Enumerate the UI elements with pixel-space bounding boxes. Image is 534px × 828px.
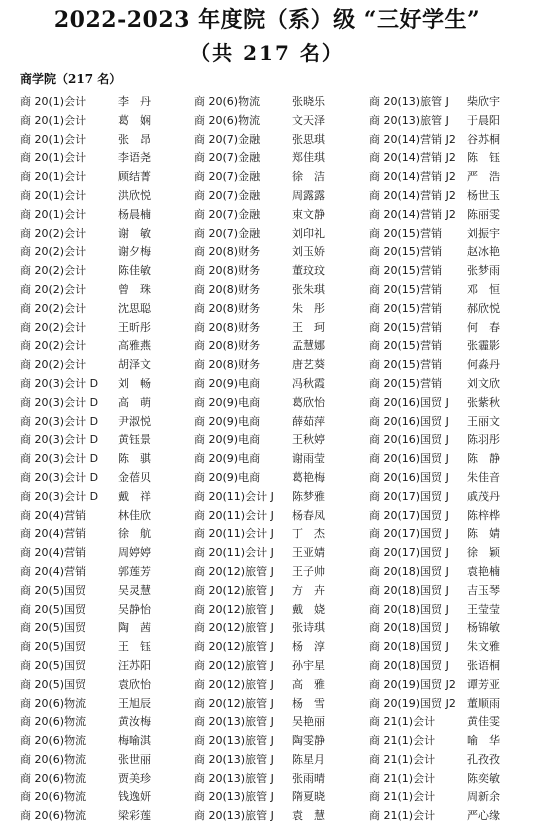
list-row <box>0 131 534 150</box>
student-name: 刘玉娇 <box>292 245 325 259</box>
student-name: 张紫秋 <box>467 395 500 409</box>
list-row <box>0 225 534 244</box>
student-name: 隋夏晓 <box>292 790 325 804</box>
class-name: 商 20(12)旅管 J <box>194 602 274 616</box>
class-name: 商 20(16)国贸 J <box>369 395 449 409</box>
student-name: 胡泽文 <box>118 358 151 372</box>
class-name: 商 20(7)金融 <box>194 132 261 146</box>
student-name: 陶雯静 <box>292 734 325 748</box>
student-name: 王昕彤 <box>118 320 151 334</box>
student-name: 赵冰艳 <box>467 245 500 259</box>
student-name: 王 珂 <box>292 320 325 334</box>
document-subtitle: （共 217 名） <box>190 41 344 65</box>
class-name: 商 20(7)金融 <box>194 188 261 202</box>
student-name: 张 昂 <box>118 132 151 146</box>
class-name: 商 20(1)会计 <box>20 95 87 108</box>
class-name: 商 21(1)会计 <box>369 771 436 785</box>
student-name: 李语尧 <box>118 151 151 165</box>
class-name: 商 20(3)会计 D <box>20 489 99 503</box>
student-name: 戚茂丹 <box>467 489 500 503</box>
class-name: 商 20(1)会计 <box>20 188 87 202</box>
student-name: 黄佳雯 <box>467 715 500 729</box>
student-name: 薛茹萍 <box>292 414 325 428</box>
student-name: 周婷婷 <box>118 546 151 560</box>
list-row <box>0 751 534 770</box>
list-row <box>0 676 534 695</box>
student-name: 陈梦雅 <box>292 489 325 503</box>
class-name: 商 20(2)会计 <box>20 320 87 334</box>
student-name: 孟慧娜 <box>292 339 325 353</box>
list-row <box>0 619 534 638</box>
student-name: 严 浩 <box>467 170 500 184</box>
student-name: 董顺雨 <box>467 696 500 710</box>
student-name: 张语桐 <box>467 658 500 672</box>
class-name: 商 20(2)会计 <box>20 264 87 278</box>
student-name: 杨世玉 <box>467 188 500 202</box>
class-name: 商 20(18)国贸 J <box>369 658 449 672</box>
class-name: 商 20(16)国贸 J <box>369 470 449 484</box>
class-name: 商 20(11)会计 J <box>194 489 274 503</box>
class-name: 商 20(8)财务 <box>194 320 261 334</box>
student-name: 张雨晴 <box>292 771 325 785</box>
student-name: 梅喻淇 <box>118 734 151 748</box>
class-name: 商 20(7)金融 <box>194 170 261 184</box>
class-name: 商 21(1)会计 <box>369 790 436 804</box>
class-name: 商 21(1)会计 <box>369 734 436 748</box>
student-name: 朱文雅 <box>467 640 500 654</box>
student-name: 陈佳敏 <box>118 264 151 278</box>
class-name: 商 20(12)旅管 J <box>194 564 274 578</box>
student-name: 陈星月 <box>292 752 325 766</box>
student-name: 谭芳亚 <box>467 677 500 691</box>
list-row <box>0 525 534 544</box>
class-name: 商 20(3)会计 D <box>20 470 99 484</box>
class-name: 商 20(2)会计 <box>20 226 87 240</box>
class-name: 商 20(3)会计 D <box>20 414 99 428</box>
class-name: 商 20(15)营销 <box>369 282 443 296</box>
document-title: 2022-2023 年度院（系）级 “三好学生” <box>53 7 481 33</box>
class-name: 商 20(19)国贸 J2 <box>369 677 456 691</box>
list-row <box>0 356 534 375</box>
student-name: 吴灵慧 <box>118 583 151 597</box>
student-name: 王丽文 <box>467 414 500 428</box>
class-name: 商 20(11)会计 J <box>194 508 274 522</box>
student-name: 何 春 <box>467 320 500 334</box>
student-name: 曾 珠 <box>118 282 151 296</box>
class-name: 商 20(19)国贸 J2 <box>369 696 456 710</box>
class-name: 商 20(2)会计 <box>20 339 87 353</box>
student-name: 谢 敏 <box>118 226 151 240</box>
list-row <box>0 507 534 526</box>
student-name: 黄汝梅 <box>118 715 151 729</box>
list-row <box>0 431 534 450</box>
student-name: 高 雅 <box>292 677 325 691</box>
list-row <box>0 187 534 206</box>
class-name: 商 20(5)国贸 <box>20 640 87 654</box>
class-name: 商 20(6)物流 <box>20 809 87 823</box>
class-name: 商 20(6)物流 <box>20 790 87 804</box>
student-name: 徐 洁 <box>292 170 325 184</box>
student-name: 袁 慧 <box>292 809 325 823</box>
student-name: 张诗琪 <box>292 621 325 635</box>
student-name: 陈 骐 <box>118 452 151 466</box>
student-name: 陈奕敏 <box>467 771 500 785</box>
student-name: 戴 娆 <box>292 602 325 616</box>
student-name: 葛艳梅 <box>292 470 325 484</box>
class-name: 商 20(12)旅管 J <box>194 583 274 597</box>
class-name: 商 20(13)旅管 J <box>194 790 274 804</box>
class-name: 商 20(13)旅管 J <box>194 715 274 729</box>
class-name: 商 20(8)财务 <box>194 301 261 315</box>
class-name: 商 20(9)电商 <box>194 395 261 409</box>
class-name: 商 20(7)金融 <box>194 207 261 221</box>
student-name: 丁 杰 <box>292 527 325 541</box>
student-name: 董玟玟 <box>292 264 325 278</box>
student-name: 刘文欣 <box>467 376 500 390</box>
class-name: 商 20(16)国贸 J <box>369 414 449 428</box>
student-name: 林佳欣 <box>118 508 151 522</box>
class-name: 商 20(4)营销 <box>20 546 87 560</box>
student-name: 陈羽彤 <box>467 433 500 447</box>
class-name: 商 20(15)营销 <box>369 264 443 278</box>
list-row <box>0 807 534 826</box>
student-name: 黄钰景 <box>118 433 151 447</box>
student-name: 张霾影 <box>467 339 500 353</box>
class-name: 商 20(3)会计 D <box>20 452 99 466</box>
class-name: 商 20(9)电商 <box>194 452 261 466</box>
class-name: 商 20(3)会计 D <box>20 395 99 409</box>
student-list <box>0 93 534 826</box>
student-name: 梁彩莲 <box>118 809 151 823</box>
list-row <box>0 149 534 168</box>
student-name: 顾结菁 <box>118 170 151 184</box>
class-name: 商 20(18)国贸 J <box>369 583 449 597</box>
class-name: 商 20(15)营销 <box>369 301 443 315</box>
list-row <box>0 657 534 676</box>
student-name: 杨 雪 <box>292 696 325 710</box>
class-name: 商 20(5)国贸 <box>20 602 87 616</box>
student-name: 朱佳音 <box>467 470 500 484</box>
class-name: 商 20(18)国贸 J <box>369 602 449 616</box>
class-name: 商 20(16)国贸 J <box>369 452 449 466</box>
class-name: 商 20(6)物流 <box>20 771 87 785</box>
class-name: 商 21(1)会计 <box>369 715 436 729</box>
class-name: 商 20(1)会计 <box>20 170 87 184</box>
class-name: 商 20(1)会计 <box>20 113 87 127</box>
class-name: 商 20(18)国贸 J <box>369 640 449 654</box>
student-name: 张朱琪 <box>292 282 325 296</box>
class-name: 商 21(1)会计 <box>369 809 436 823</box>
class-name: 商 20(6)物流 <box>194 95 261 108</box>
student-name: 陈 婧 <box>467 527 500 541</box>
class-name: 商 20(13)旅管 J <box>194 771 274 785</box>
student-name: 冯秋霞 <box>292 376 325 390</box>
list-row <box>0 563 534 582</box>
student-name: 陈 钰 <box>467 151 500 165</box>
class-name: 商 20(15)营销 <box>369 339 443 353</box>
student-name: 陈梓桦 <box>467 508 500 522</box>
student-name: 葛欣怡 <box>292 395 325 409</box>
class-name: 商 20(12)旅管 J <box>194 621 274 635</box>
class-name: 商 20(1)会计 <box>20 207 87 221</box>
student-name: 张思琪 <box>292 132 325 146</box>
class-name: 商 20(6)物流 <box>20 752 87 766</box>
class-name: 商 20(5)国贸 <box>20 677 87 691</box>
list-row <box>0 713 534 732</box>
class-name: 商 20(8)财务 <box>194 264 261 278</box>
student-name: 刘 畅 <box>118 376 151 390</box>
student-name: 袁艳楠 <box>467 564 500 578</box>
student-name: 张晓乐 <box>292 95 325 108</box>
class-name: 商 20(6)物流 <box>194 113 261 127</box>
list-row <box>0 375 534 394</box>
student-name: 张世丽 <box>118 752 151 766</box>
section-heading: 商学院（217 名） <box>20 72 122 86</box>
student-name: 周露露 <box>292 188 325 202</box>
class-name: 商 20(6)物流 <box>20 696 87 710</box>
class-name: 商 20(17)国贸 J <box>369 508 449 522</box>
list-row <box>0 469 534 488</box>
list-row <box>0 262 534 281</box>
student-name: 钱逸妍 <box>118 790 151 804</box>
class-name: 商 20(17)国贸 J <box>369 527 449 541</box>
class-name: 商 20(13)旅管 J <box>194 734 274 748</box>
class-name: 商 20(17)国贸 J <box>369 546 449 560</box>
list-row <box>0 168 534 187</box>
class-name: 商 20(11)会计 J <box>194 546 274 560</box>
list-row <box>0 582 534 601</box>
list-row <box>0 488 534 507</box>
list-row <box>0 601 534 620</box>
class-name: 商 20(7)金融 <box>194 151 261 165</box>
student-name: 陈 静 <box>467 452 500 466</box>
student-name: 严心缘 <box>467 809 500 823</box>
list-row <box>0 281 534 300</box>
class-name: 商 20(8)财务 <box>194 358 261 372</box>
list-row <box>0 394 534 413</box>
student-name: 何淼丹 <box>467 358 500 372</box>
list-row <box>0 770 534 789</box>
class-name: 商 20(12)旅管 J <box>194 696 274 710</box>
student-name: 吴艳丽 <box>292 715 325 729</box>
class-name: 商 20(9)电商 <box>194 470 261 484</box>
class-name: 商 21(1)会计 <box>369 752 436 766</box>
student-name: 杨锦敏 <box>467 621 500 635</box>
class-name: 商 20(12)旅管 J <box>194 677 274 691</box>
class-name: 商 20(14)营销 J2 <box>369 188 456 202</box>
student-name: 谢雨莹 <box>292 452 325 466</box>
list-row <box>0 450 534 469</box>
student-name: 谢夕梅 <box>118 245 151 259</box>
student-name: 周新余 <box>467 790 500 804</box>
student-name: 王亚婧 <box>292 546 325 560</box>
class-name: 商 20(5)国贸 <box>20 583 87 597</box>
student-name: 袁欣怡 <box>118 677 151 691</box>
student-name: 吴静怡 <box>118 602 151 616</box>
student-name: 文天泽 <box>292 113 325 127</box>
student-name: 徐 航 <box>118 527 151 541</box>
list-row <box>0 243 534 262</box>
student-name: 朱 彤 <box>292 301 325 315</box>
student-name: 杨 淳 <box>292 640 325 654</box>
student-name: 吉玉琴 <box>467 583 500 597</box>
class-name: 商 20(9)电商 <box>194 433 261 447</box>
list-row <box>0 112 534 131</box>
student-name: 孔孜孜 <box>467 752 500 766</box>
student-name: 王秋婷 <box>292 433 325 447</box>
student-name: 谷苏桐 <box>467 132 500 146</box>
class-name: 商 20(6)物流 <box>20 734 87 748</box>
student-name: 方 卉 <box>292 583 325 597</box>
student-name: 贾美珍 <box>118 771 151 785</box>
student-name: 孙宇星 <box>292 658 325 672</box>
class-name: 商 20(9)电商 <box>194 376 261 390</box>
class-name: 商 20(18)国贸 J <box>369 564 449 578</box>
list-row <box>0 206 534 225</box>
class-name: 商 20(8)财务 <box>194 339 261 353</box>
class-name: 商 20(4)营销 <box>20 564 87 578</box>
class-name: 商 20(2)会计 <box>20 282 87 296</box>
student-name: 高雅燕 <box>118 339 151 353</box>
student-name: 汪苏阳 <box>118 658 151 672</box>
list-row <box>0 638 534 657</box>
student-name: 邓 恒 <box>467 282 500 296</box>
class-name: 商 20(1)会计 <box>20 151 87 165</box>
student-name: 唐艺葵 <box>292 358 325 372</box>
class-name: 商 20(4)营销 <box>20 527 87 541</box>
student-name: 杨晨楠 <box>118 207 151 221</box>
class-name: 商 20(4)营销 <box>20 508 87 522</box>
class-name: 商 20(2)会计 <box>20 301 87 315</box>
student-name: 王子帅 <box>292 564 325 578</box>
student-name: 郝欣悦 <box>467 301 500 315</box>
class-name: 商 20(6)物流 <box>20 715 87 729</box>
class-name: 商 20(15)营销 <box>369 358 443 372</box>
class-name: 商 20(2)会计 <box>20 245 87 259</box>
class-name: 商 20(2)会计 <box>20 358 87 372</box>
class-name: 商 20(14)营销 J2 <box>369 170 456 184</box>
student-name: 徐 颖 <box>467 546 500 560</box>
student-name: 郭莲芳 <box>118 564 151 578</box>
class-name: 商 20(11)会计 J <box>194 527 274 541</box>
student-name: 束文静 <box>292 207 325 221</box>
class-name: 商 20(14)营销 J2 <box>369 132 456 146</box>
student-name: 刘振宇 <box>467 226 500 240</box>
student-name: 郑佳琪 <box>292 151 325 165</box>
class-name: 商 20(3)会计 D <box>20 376 99 390</box>
student-name: 刘印礼 <box>292 226 325 240</box>
student-name: 葛 娴 <box>118 113 151 127</box>
list-row <box>0 732 534 751</box>
list-row <box>0 319 534 338</box>
student-name: 王旭辰 <box>118 696 151 710</box>
list-row <box>0 337 534 356</box>
student-name: 陶 茜 <box>118 621 151 635</box>
student-name: 李 丹 <box>118 95 151 108</box>
class-name: 商 20(15)营销 <box>369 320 443 334</box>
list-row <box>0 413 534 432</box>
class-name: 商 20(5)国贸 <box>20 658 87 672</box>
student-name: 王莹莹 <box>467 602 500 616</box>
list-row <box>0 93 534 112</box>
class-name: 商 20(13)旅管 J <box>369 113 449 127</box>
student-name: 高 萌 <box>118 395 151 409</box>
student-name: 王 钰 <box>118 640 151 654</box>
student-name: 金蓓贝 <box>118 470 151 484</box>
class-name: 商 20(15)营销 <box>369 376 443 390</box>
class-name: 商 20(16)国贸 J <box>369 433 449 447</box>
class-name: 商 20(8)财务 <box>194 282 261 296</box>
class-name: 商 20(3)会计 D <box>20 433 99 447</box>
class-name: 商 20(14)营销 J2 <box>369 151 456 165</box>
student-name: 于晨阳 <box>467 113 500 127</box>
student-name: 戴 祥 <box>118 489 151 503</box>
student-name: 柴欣宇 <box>467 95 500 108</box>
class-name: 商 20(9)电商 <box>194 414 261 428</box>
class-name: 商 20(7)金融 <box>194 226 261 240</box>
student-name: 喻 华 <box>467 734 500 748</box>
class-name: 商 20(5)国贸 <box>20 621 87 635</box>
list-row <box>0 788 534 807</box>
list-row <box>0 300 534 319</box>
class-name: 商 20(8)财务 <box>194 245 261 259</box>
student-name: 张梦雨 <box>467 264 500 278</box>
class-name: 商 20(15)营销 <box>369 245 443 259</box>
student-name: 杨春凤 <box>292 508 325 522</box>
student-name: 尹淑悦 <box>118 414 151 428</box>
student-name: 沈思聪 <box>118 301 151 315</box>
class-name: 商 20(13)旅管 J <box>194 752 274 766</box>
class-name: 商 20(13)旅管 J <box>369 95 449 108</box>
list-row <box>0 695 534 714</box>
student-name: 陈丽雯 <box>467 207 500 221</box>
class-name: 商 20(13)旅管 J <box>194 809 274 823</box>
class-name: 商 20(15)营销 <box>369 226 443 240</box>
class-name: 商 20(18)国贸 J <box>369 621 449 635</box>
class-name: 商 20(12)旅管 J <box>194 640 274 654</box>
student-name: 洪欣悦 <box>118 188 151 202</box>
class-name: 商 20(12)旅管 J <box>194 658 274 672</box>
class-name: 商 20(1)会计 <box>20 132 87 146</box>
class-name: 商 20(14)营销 J2 <box>369 207 456 221</box>
list-row <box>0 544 534 563</box>
class-name: 商 20(17)国贸 J <box>369 489 449 503</box>
